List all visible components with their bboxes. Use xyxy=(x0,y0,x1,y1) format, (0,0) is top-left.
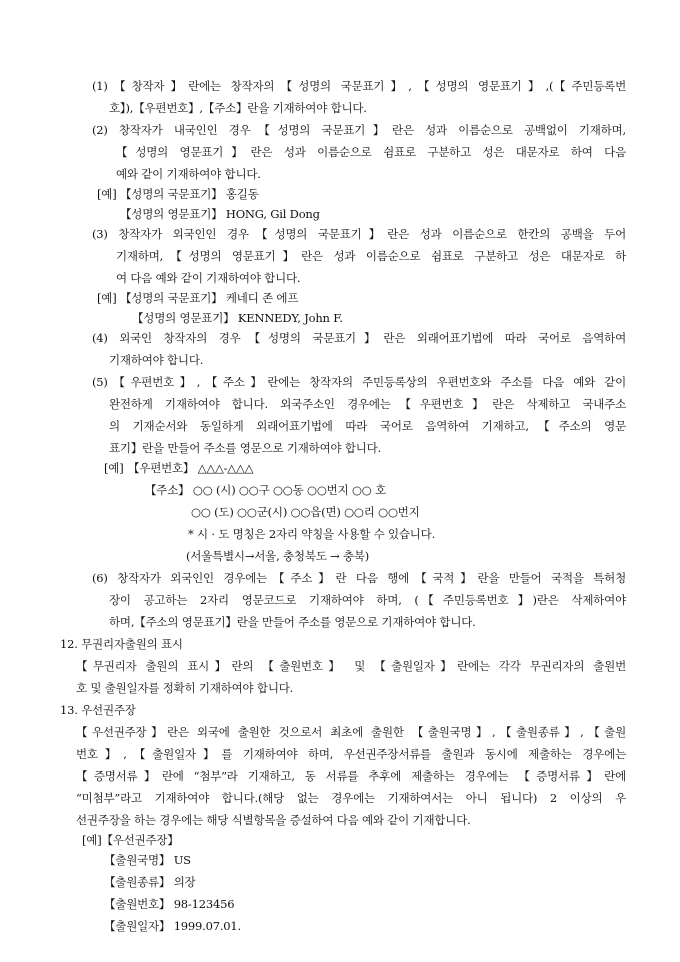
item5-line1: (5)【우편번호】,【주소】란에는 창작자의 주민등록상의 우편번호와 주소를 다음 예와 같이 xyxy=(92,375,626,389)
item4-line1: (4) 외국인 창작자의 경우【성명의 국문표기】란은 외래어표기법에 따라 국어로 음역하여 xyxy=(92,331,626,345)
item6-line3: 하며,【주소의 영문표기】란을 만들어 주소를 영문으로 기재하여야 합니다. xyxy=(109,615,476,629)
section12-line2: 호 및 출원일자를 정확히 기재하여야 합니다. xyxy=(76,681,294,695)
item5-example-address-alt: ○○ (도) ○○군(시) ○○읍(면) ○○리 ○○번지 xyxy=(191,505,420,519)
item3-example-korean-name: 【성명의 국문표기】 케네디 존 에프 xyxy=(120,291,299,305)
section13-line2: 번호】,【출원일자】를 기재하여야 하며, 우선권주장서류를 출원과 동시에 제출하는 경우에는 xyxy=(76,747,626,761)
item3-line1: (3) 창작자가 외국인인 경우【성명의 국문표기】란은 성과 이름순으로 한칸의 공백을 두어 xyxy=(92,227,626,241)
item5-line2: 완전하게 기재하여야 합니다. 외국주소인 경우에는【우편번호】란은 삭제하고 국내주소 xyxy=(109,397,626,411)
item2-example-english-name: 【성명의 영문표기】 HONG, Gil Dong xyxy=(120,207,320,221)
item2-example-korean-name: 【성명의 국문표기】 홍길동 xyxy=(120,187,259,201)
item4-line2: 기재하여야 합니다. xyxy=(109,353,204,367)
item6-line2: 장이 공고하는 2자리 영문코드로 기재하여야 하며, (【주민등록번호】)란은 삭제하여야 xyxy=(109,593,626,607)
section13-line4: “미첨부”라고 기재하여야 합니다.(해당 없는 경우에는 기재하여서는 아니 됩니다) 2 이상의 우 xyxy=(76,791,626,805)
item5-example-abbrev: (서울특별시→서울, 충청북도 → 충북) xyxy=(186,549,370,563)
section13-line1: 【우선권주장】란은 외국에 출원한 것으로서 최초에 출원한 【출원국명】,【출원종류】,【출원 xyxy=(76,725,626,739)
section13-heading: 13. 우선권주장 xyxy=(60,703,136,717)
section12-line1: 【무권리자 출원의 표시】란의 【출원번호】 및 【출원일자】란에는 각각 무권리자의 출원번 xyxy=(76,659,626,673)
section13-example-date: 【출원일자】 1999.07.01. xyxy=(104,919,241,933)
item2-line1: (2) 창작자가 내국인인 경우【성명의 국문표기】란은 성과 이름순으로 공백없이 기재하며, xyxy=(92,123,626,137)
section13-example-number: 【출원번호】 98-123456 xyxy=(104,897,235,911)
item5-line4: 표기】란을 만들어 주소를 영문으로 기재하여야 합니다. xyxy=(109,441,382,455)
item2-line2: 【성명의 영문표기】란은 성과 이름순으로 쉼표로 구분하고 성은 대문자로 하여 다음 xyxy=(116,145,626,159)
item2-line3: 예와 같이 기재하여야 합니다. xyxy=(116,167,261,181)
section13-line5: 선권주장을 하는 경우에는 해당 식별항목을 증설하여 다음 예와 같이 기재합니다. xyxy=(76,813,471,827)
item5-example-label: [예] xyxy=(104,461,124,475)
section13-example-label: [예]【우선권주장】 xyxy=(82,833,179,847)
item1-line1: (1)【창작자】란에는 창작자의【성명의 국문표기】,【성명의 영문표기】,(【주민등록번 xyxy=(92,79,626,93)
item1-line2: 호】),【우편번호】,【주소】란을 기재하여야 합니다. xyxy=(109,101,367,115)
item6-line1: (6) 창작자가 외국인인 경우에는【주소】란 다음 행에【국적】란을 만들어 국적을 특허청 xyxy=(92,571,626,585)
item5-line3: 의 기재순서와 동일하게 외래어표기법에 따라 국어로 음역하여 기재하고,【주소의 영문 xyxy=(109,419,626,433)
item2-example-label: [예] xyxy=(97,187,117,201)
item5-example-note: * 시 · 도 명칭은 2자리 약칭을 사용할 수 있습니다. xyxy=(188,527,436,541)
item3-line2: 기재하며,【성명의 영문표기】란은 성과 이름순으로 쉼표로 구분하고 성은 대문자로 하 xyxy=(116,249,626,263)
section13-line3: 【증명서류】란에 “첨부”라 기재하고, 동 서류를 추후에 제출하는 경우에는 【증명서류】란에 xyxy=(76,769,626,783)
item5-example-address: 【주소】 ○○ (시) ○○구 ○○동 ○○번지 ○○ 호 xyxy=(145,483,386,497)
section12-heading: 12. 무권리자출원의 표시 xyxy=(60,637,183,651)
section13-example-country: 【출원국명】 US xyxy=(104,853,191,867)
item3-example-label: [예] xyxy=(97,291,117,305)
item5-example-postal-code: 【우편번호】 △△△-△△△ xyxy=(128,461,254,475)
item3-line3: 여 다음 예와 같이 기재하여야 합니다. xyxy=(116,271,301,285)
item3-example-english-name: 【성명의 영문표기】 KENNEDY, John F. xyxy=(132,311,343,325)
section13-example-type: 【출원종류】 의장 xyxy=(104,875,196,889)
